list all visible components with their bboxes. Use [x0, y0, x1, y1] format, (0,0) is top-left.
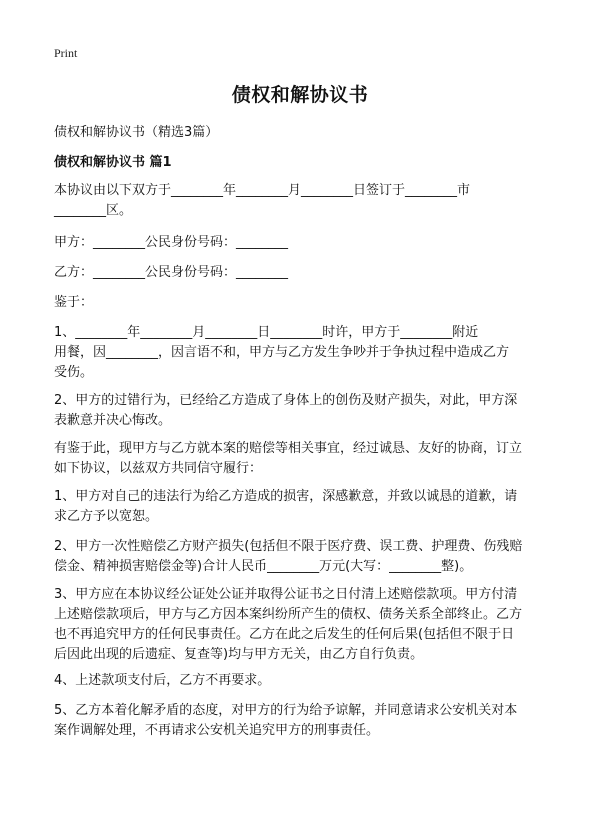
paragraph-whereas-1: 1、________年________月________日________时许，甲方于________附近 用餐，因________，因言语不和，甲方与乙方发生争吵并于争执过程中造成乙方 受伤。	[54, 325, 510, 380]
paragraph-clause-1: 1、甲方对自己的违法行为给乙方造成的损害，深感歉意，并致以诚恳的道歉，请 求乙方予以宽恕。	[54, 489, 518, 524]
paragraph-agreement-intro: 有鉴于此，现甲方与乙方就本案的赔偿等相关事宜，经过诚恳、友好的协商，订立 如下协议，以兹双方共同信守履行：	[54, 441, 523, 476]
paragraph-clause-3: 3、甲方应在本协议经公证处公证并取得公证书之日付清上述赔偿款项。甲方付清 上述赔偿款项后，甲方与乙方因本案纠纷所产生的债权、债务关系全部终止。乙方 也不再追究甲方的任何民事责任。乙方在此之后发生的任何后果(包括但不限于日 后因此出现的后遗症、复查等)均与甲方无关，由乙方自行负责。	[54, 587, 523, 662]
paragraph-clause-2: 2、甲方一次性赔偿乙方财产损失(包括但不限于医疗费、误工费、护理费、伤残赔 偿金、精神损害赔偿金等)合计人民币________万元(大写：________整)。	[54, 539, 523, 574]
paragraph-party-b: 乙方：________公民身份号码：________	[54, 265, 289, 280]
paragraph-clause-4: 4、上述款项支付后，乙方不再要求。	[54, 673, 271, 688]
section-heading: 债权和解协议书 篇1	[54, 155, 172, 170]
paragraph-whereas-2: 2、甲方的过错行为，已经给乙方造成了身体上的创伤及财产损失，对此，甲方深 表歉意并决心悔改。	[54, 393, 518, 428]
paragraph-whereas: 鉴于：	[54, 295, 94, 310]
paragraph-party-a: 甲方：________公民身份号码：________	[54, 235, 289, 250]
document-subtitle: 债权和解协议书（精选3篇）	[54, 125, 219, 140]
paragraph-intro: 本协议由以下双方于________年________月________日签订于________市 ________区。	[54, 183, 471, 218]
page-title: 债权和解协议书	[231, 84, 369, 106]
print-link[interactable]: Print	[54, 46, 78, 60]
paragraph-clause-5: 5、乙方本着化解矛盾的态度，对甲方的行为给予谅解，并同意请求公安机关对本 案作调解处理，不再请求公安机关追究甲方的刑事责任。	[54, 703, 518, 738]
